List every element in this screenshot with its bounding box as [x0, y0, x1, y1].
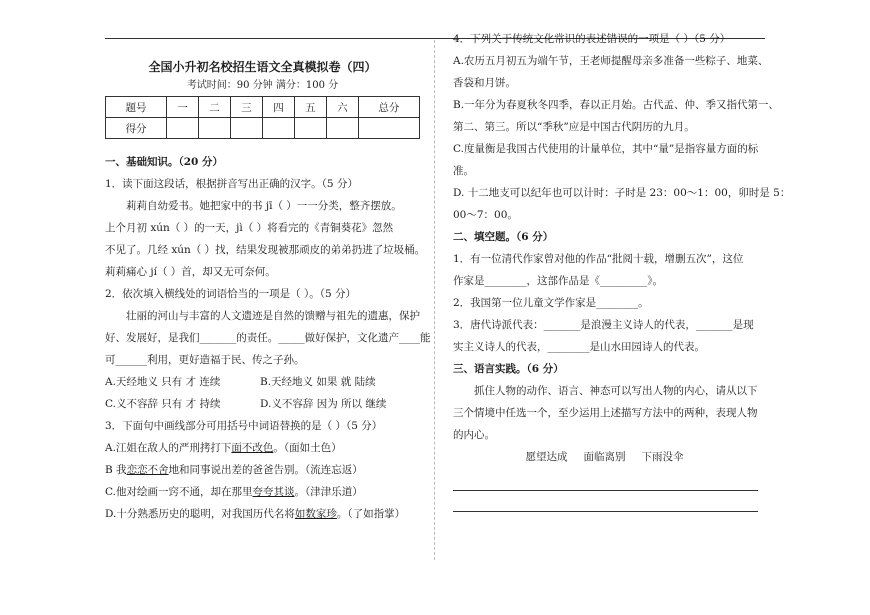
fill-question: 作家是________，这部作品是《_________》。	[453, 275, 663, 287]
passage-line: 上个月初 xún（ ）的一天，jì（ ）将看完的《青铜葵花》忽然	[105, 222, 394, 234]
option-text: C.他对绘画一窍不通，却在那里	[105, 486, 253, 498]
section-heading: 一、基础知识。（20 分）	[105, 156, 224, 168]
option-a	[105, 437, 420, 459]
score-cell: 六	[326, 97, 358, 118]
option-d: D.义不容辞 因为 所以 继续	[260, 398, 387, 410]
fill-question: 3．唐代诗派代表：_______是浪漫主义诗人的代表，_______是现	[453, 319, 754, 331]
passage-line: 莉莉自幼爱书。她把家中的书 jī（ ）一一分类，整齐摆放。	[126, 200, 402, 212]
score-cell: 二	[199, 97, 231, 118]
answer-line[interactable]	[453, 511, 758, 512]
prompt-line: 三个情境中任选一个，至少运用上述描写方法中的两种，表现人物	[453, 407, 758, 419]
option-text: 地和同事说出差的爸爸告别。（流连忘返）	[168, 464, 363, 476]
option-b	[105, 459, 420, 481]
option-text: B 我	[105, 464, 127, 476]
column-divider	[434, 40, 435, 560]
option-c	[105, 481, 420, 503]
option-c: C.度量衡是我国古代使用的计量单位，其中“量”是指容量方面的标	[453, 143, 759, 155]
score-cell: 四	[262, 97, 294, 118]
score-input-cell[interactable]	[231, 118, 263, 139]
score-cell: 五	[294, 97, 326, 118]
score-input-cell[interactable]	[199, 118, 231, 139]
score-input-cell[interactable]	[358, 118, 419, 139]
passage-line: 好、发展好，是我们_______的责任。_____做好保护，文化遗产____能	[105, 332, 431, 344]
underlined-phrase: 面不改色	[231, 442, 274, 454]
passage-line: 可______利用，更好造福于民、传之子孙。	[105, 354, 305, 366]
option-d: D. 十二地支可以纪年也可以计时：子时是 23：00～1：00，卯时是 5：	[453, 187, 791, 199]
passage-line: 不见了。几经 xún（ ）找，结果发现被那顽皮的弟弟扔进了垃圾桶。	[105, 244, 426, 256]
score-cell: 得分	[106, 118, 167, 139]
option-row	[105, 371, 420, 393]
exam-title: 全国小升初名校招生语文全真模拟卷（四）	[148, 60, 377, 74]
option-a: A.天经地义 只有 才 连续	[105, 376, 221, 388]
score-cell: 总分	[358, 97, 419, 118]
section-heading: 三、语言实践。（6 分）	[453, 363, 564, 375]
fill-question: 1．有一位清代作家曾对他的作品“批阅十载，增删五次”，这位	[453, 253, 744, 265]
answer-line[interactable]	[453, 490, 758, 491]
question-text: 4．下列关于传统文化常识的表述错误的一项是（ ）（5 分）	[453, 33, 731, 45]
score-cell: 一	[167, 97, 199, 118]
scenario-option: 面临离别	[583, 451, 626, 463]
section-heading: 二、填空题。（6 分）	[453, 231, 554, 243]
option-d-cont: 00～7：00。	[453, 209, 518, 221]
score-input-cell[interactable]	[294, 118, 326, 139]
right-column	[453, 28, 791, 512]
option-text: 。（面如土色）	[273, 442, 342, 454]
question-text: 1．读下面这段话，根据拼音写出正确的汉字。（5 分）	[105, 178, 358, 190]
option-text: D.十分熟悉历史的聪明，对我国历代名将	[105, 508, 295, 520]
score-input-cell[interactable]	[167, 118, 199, 139]
option-c-cont: 准。	[453, 165, 474, 177]
option-text: 。（津津乐道）	[294, 486, 363, 498]
score-table-score-row	[106, 118, 420, 139]
option-row	[105, 393, 420, 415]
option-d	[105, 503, 420, 525]
scenario-options	[453, 446, 768, 468]
prompt-line: 的内心。	[453, 429, 495, 441]
underlined-phrase: 夸夸其谈	[252, 486, 295, 498]
fill-question: 2．我国第一位儿童文学作家是________。	[453, 297, 649, 309]
score-cell: 题号	[106, 97, 167, 118]
option-a: A.农历五月初五为端午节，王老师提醒母亲多准备一些粽子、地菜、	[453, 55, 769, 67]
score-input-cell[interactable]	[326, 118, 358, 139]
left-column	[105, 58, 431, 525]
option-a-cont: 香袋和月饼。	[453, 77, 516, 89]
question-text: 2．依次填入横线处的词语恰当的一项是（ ）。（5 分）	[105, 288, 357, 300]
score-table	[105, 96, 420, 139]
passage-line: 壮丽的河山与丰富的人文遗迹是自然的馈赠与祖先的遗惠，保护	[126, 310, 420, 322]
score-cell: 三	[231, 97, 263, 118]
scenario-option: 下雨没伞	[641, 451, 684, 463]
option-b: B.天经地义 如果 就 陆续	[260, 376, 376, 388]
fill-question: 实主义诗人的代表，________是山水田园诗人的代表。	[453, 341, 705, 353]
score-table-header-row	[106, 97, 420, 118]
option-text: 。（了如指掌）	[336, 508, 406, 520]
score-input-cell[interactable]	[262, 118, 294, 139]
underlined-phrase: 恋恋不舍	[126, 464, 169, 476]
option-b: B.一年分为春夏秋冬四季，春以正月始。古代孟、仲、季又指代第一、	[453, 99, 780, 111]
option-c: C.义不容辞 只有 才 持续	[105, 398, 221, 410]
scenario-option: 愿望达成	[525, 451, 568, 463]
question-text: 3．下面句中画线部分可用括号中词语替换的是（ ）（5 分）	[105, 420, 383, 432]
prompt-line: 抓住人物的动作、语言、神态可以写出人物的内心，请从以下	[474, 385, 758, 397]
exam-meta: 考试时间：90 分钟 满分：100 分	[186, 80, 339, 91]
underlined-phrase: 如数家珍	[294, 508, 337, 520]
option-text: A.江姐在敌人的严刑拷打下	[105, 442, 232, 454]
passage-line: 莉莉痛心 jí（ ）首，却又无可奈何。	[105, 266, 276, 278]
option-b-cont: 第二、第三。所以“季秋”应是中国古代阴历的九月。	[453, 121, 695, 133]
